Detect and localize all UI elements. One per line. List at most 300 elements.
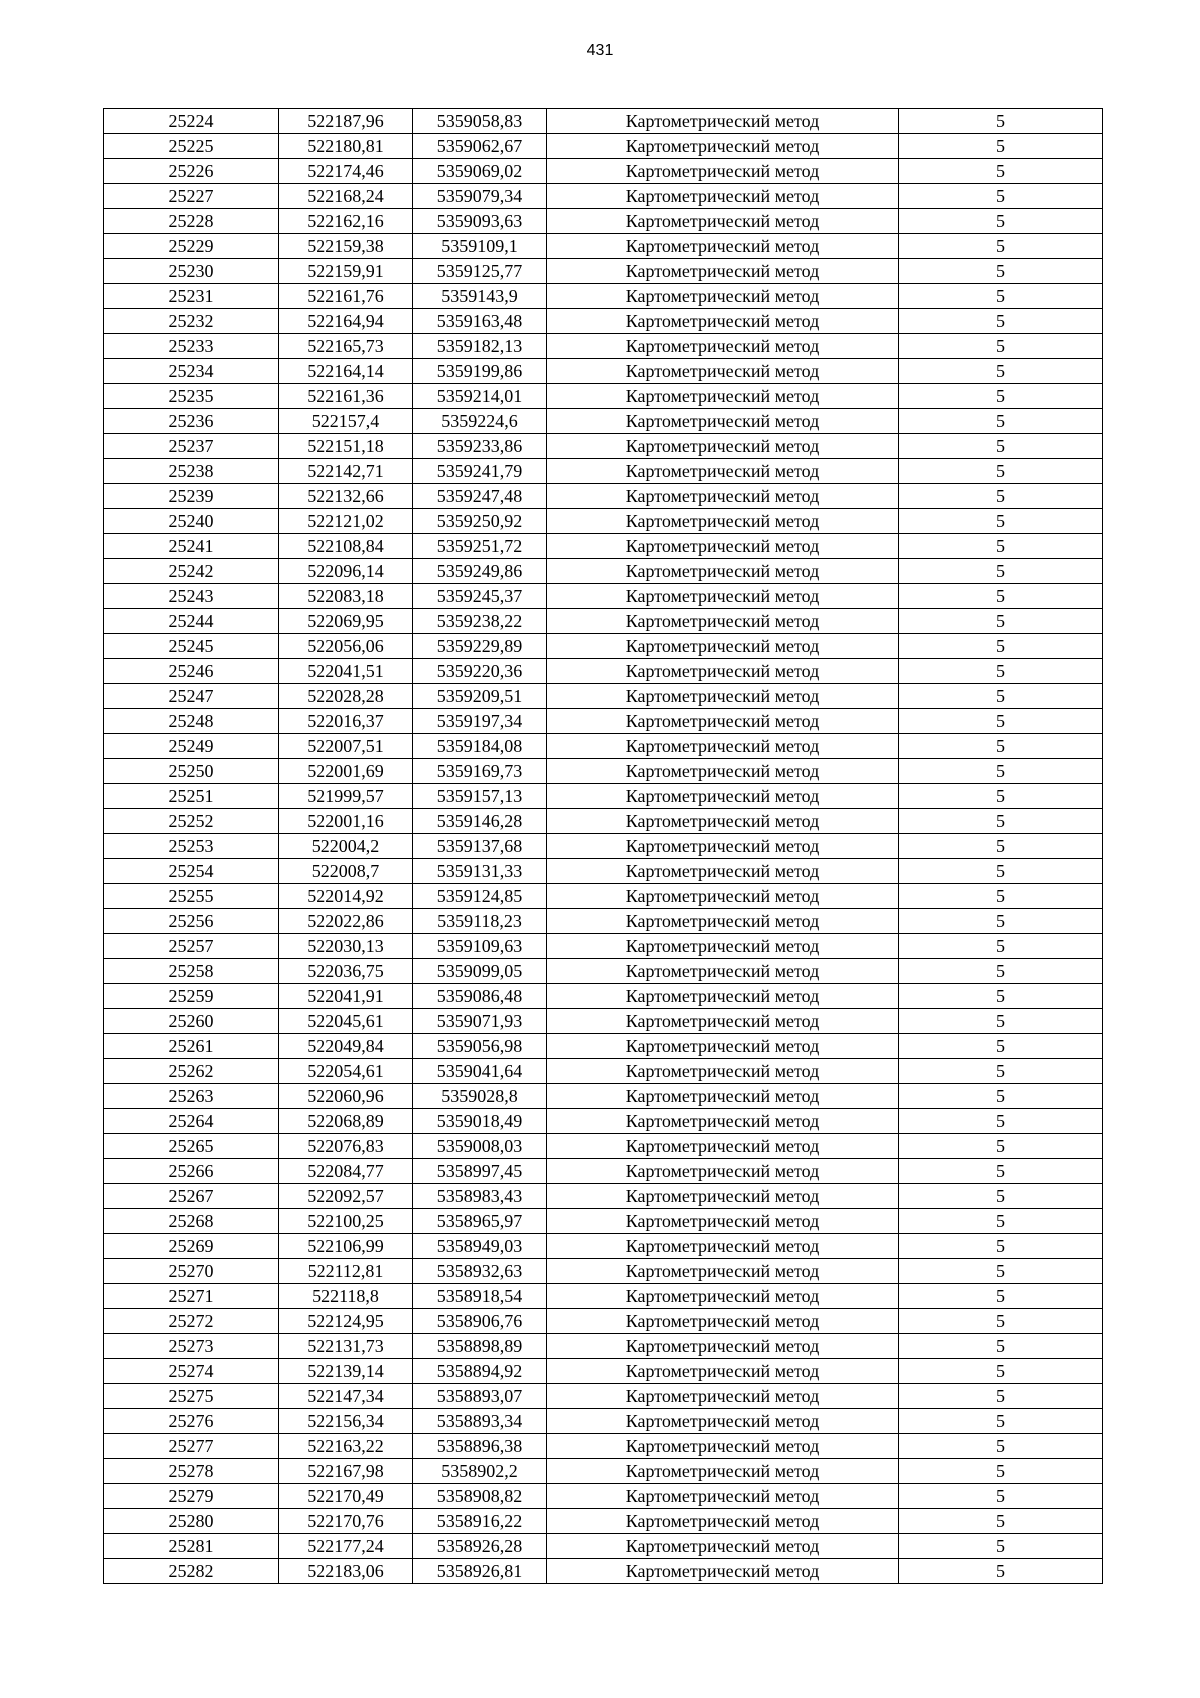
accuracy-cell: 5 xyxy=(899,359,1103,384)
method-cell: Картометрический метод xyxy=(547,1234,899,1259)
y-coordinate-cell: 5358893,07 xyxy=(413,1384,547,1409)
x-coordinate-cell: 522001,69 xyxy=(279,759,413,784)
x-coordinate-cell: 522001,16 xyxy=(279,809,413,834)
method-cell: Картометрический метод xyxy=(547,1084,899,1109)
accuracy-cell: 5 xyxy=(899,834,1103,859)
point-number-cell: 25229 xyxy=(104,234,279,259)
accuracy-cell: 5 xyxy=(899,609,1103,634)
point-number-cell: 25251 xyxy=(104,784,279,809)
x-coordinate-cell: 522014,92 xyxy=(279,884,413,909)
table-row xyxy=(104,609,1103,634)
method-cell: Картометрический метод xyxy=(547,1409,899,1434)
y-coordinate-cell: 5359245,37 xyxy=(413,584,547,609)
x-coordinate-cell: 522041,91 xyxy=(279,984,413,1009)
x-coordinate-cell: 522036,75 xyxy=(279,959,413,984)
method-cell: Картометрический метод xyxy=(547,1059,899,1084)
method-cell: Картометрический метод xyxy=(547,234,899,259)
table-row xyxy=(104,109,1103,134)
accuracy-cell: 5 xyxy=(899,484,1103,509)
y-coordinate-cell: 5359241,79 xyxy=(413,459,547,484)
y-coordinate-cell: 5359199,86 xyxy=(413,359,547,384)
x-coordinate-cell: 522016,37 xyxy=(279,709,413,734)
accuracy-cell: 5 xyxy=(899,634,1103,659)
x-coordinate-cell: 522132,66 xyxy=(279,484,413,509)
x-coordinate-cell: 522163,22 xyxy=(279,1434,413,1459)
point-number-cell: 25231 xyxy=(104,284,279,309)
accuracy-cell: 5 xyxy=(899,1234,1103,1259)
method-cell: Картометрический метод xyxy=(547,1259,899,1284)
point-number-cell: 25271 xyxy=(104,1284,279,1309)
x-coordinate-cell: 522174,46 xyxy=(279,159,413,184)
table-row xyxy=(104,1184,1103,1209)
accuracy-cell: 5 xyxy=(899,1384,1103,1409)
point-number-cell: 25228 xyxy=(104,209,279,234)
method-cell: Картометрический метод xyxy=(547,409,899,434)
point-number-cell: 25245 xyxy=(104,634,279,659)
x-coordinate-cell: 521999,57 xyxy=(279,784,413,809)
table-row xyxy=(104,409,1103,434)
point-number-cell: 25239 xyxy=(104,484,279,509)
x-coordinate-cell: 522157,4 xyxy=(279,409,413,434)
x-coordinate-cell: 522168,24 xyxy=(279,184,413,209)
point-number-cell: 25254 xyxy=(104,859,279,884)
point-number-cell: 25268 xyxy=(104,1209,279,1234)
accuracy-cell: 5 xyxy=(899,1359,1103,1384)
method-cell: Картометрический метод xyxy=(547,534,899,559)
accuracy-cell: 5 xyxy=(899,1559,1103,1584)
accuracy-cell: 5 xyxy=(899,1459,1103,1484)
y-coordinate-cell: 5359125,77 xyxy=(413,259,547,284)
accuracy-cell: 5 xyxy=(899,1134,1103,1159)
method-cell: Картометрический метод xyxy=(547,734,899,759)
table-row xyxy=(104,559,1103,584)
table-row xyxy=(104,284,1103,309)
table-row xyxy=(104,659,1103,684)
table-row xyxy=(104,634,1103,659)
y-coordinate-cell: 5359214,01 xyxy=(413,384,547,409)
accuracy-cell: 5 xyxy=(899,109,1103,134)
x-coordinate-cell: 522159,38 xyxy=(279,234,413,259)
table-row xyxy=(104,909,1103,934)
method-cell: Картометрический метод xyxy=(547,1359,899,1384)
y-coordinate-cell: 5359143,9 xyxy=(413,284,547,309)
y-coordinate-cell: 5359058,83 xyxy=(413,109,547,134)
point-number-cell: 25248 xyxy=(104,709,279,734)
x-coordinate-cell: 522131,73 xyxy=(279,1334,413,1359)
table-row xyxy=(104,1534,1103,1559)
table-row xyxy=(104,459,1103,484)
method-cell: Картометрический метод xyxy=(547,1434,899,1459)
y-coordinate-cell: 5359056,98 xyxy=(413,1034,547,1059)
accuracy-cell: 5 xyxy=(899,1009,1103,1034)
table-row xyxy=(104,1059,1103,1084)
x-coordinate-cell: 522170,76 xyxy=(279,1509,413,1534)
accuracy-cell: 5 xyxy=(899,559,1103,584)
method-cell: Картометрический метод xyxy=(547,859,899,884)
point-number-cell: 25272 xyxy=(104,1309,279,1334)
table-row xyxy=(104,384,1103,409)
accuracy-cell: 5 xyxy=(899,1209,1103,1234)
y-coordinate-cell: 5359251,72 xyxy=(413,534,547,559)
accuracy-cell: 5 xyxy=(899,1409,1103,1434)
accuracy-cell: 5 xyxy=(899,1084,1103,1109)
y-coordinate-cell: 5359008,03 xyxy=(413,1134,547,1159)
method-cell: Картометрический метод xyxy=(547,1459,899,1484)
point-number-cell: 25253 xyxy=(104,834,279,859)
method-cell: Картометрический метод xyxy=(547,1484,899,1509)
table-row xyxy=(104,1434,1103,1459)
point-number-cell: 25279 xyxy=(104,1484,279,1509)
table-row xyxy=(104,434,1103,459)
y-coordinate-cell: 5359197,34 xyxy=(413,709,547,734)
table-row xyxy=(104,684,1103,709)
method-cell: Картометрический метод xyxy=(547,1334,899,1359)
y-coordinate-cell: 5359109,1 xyxy=(413,234,547,259)
y-coordinate-cell: 5358896,38 xyxy=(413,1434,547,1459)
method-cell: Картометрический метод xyxy=(547,384,899,409)
method-cell: Картометрический метод xyxy=(547,1559,899,1584)
y-coordinate-cell: 5359233,86 xyxy=(413,434,547,459)
y-coordinate-cell: 5358902,2 xyxy=(413,1459,547,1484)
accuracy-cell: 5 xyxy=(899,1259,1103,1284)
table-row xyxy=(104,1159,1103,1184)
point-number-cell: 25257 xyxy=(104,934,279,959)
accuracy-cell: 5 xyxy=(899,134,1103,159)
point-number-cell: 25273 xyxy=(104,1334,279,1359)
accuracy-cell: 5 xyxy=(899,809,1103,834)
x-coordinate-cell: 522083,18 xyxy=(279,584,413,609)
point-number-cell: 25263 xyxy=(104,1084,279,1109)
method-cell: Картометрический метод xyxy=(547,134,899,159)
accuracy-cell: 5 xyxy=(899,884,1103,909)
x-coordinate-cell: 522106,99 xyxy=(279,1234,413,1259)
accuracy-cell: 5 xyxy=(899,1434,1103,1459)
y-coordinate-cell: 5358932,63 xyxy=(413,1259,547,1284)
point-number-cell: 25241 xyxy=(104,534,279,559)
point-number-cell: 25249 xyxy=(104,734,279,759)
x-coordinate-cell: 522084,77 xyxy=(279,1159,413,1184)
x-coordinate-cell: 522159,91 xyxy=(279,259,413,284)
method-cell: Картометрический метод xyxy=(547,334,899,359)
table-row xyxy=(104,1309,1103,1334)
accuracy-cell: 5 xyxy=(899,959,1103,984)
table-row xyxy=(104,1459,1103,1484)
point-number-cell: 25282 xyxy=(104,1559,279,1584)
x-coordinate-cell: 522045,61 xyxy=(279,1009,413,1034)
accuracy-cell: 5 xyxy=(899,284,1103,309)
point-number-cell: 25252 xyxy=(104,809,279,834)
method-cell: Картометрический метод xyxy=(547,109,899,134)
method-cell: Картометрический метод xyxy=(547,459,899,484)
table-row xyxy=(104,259,1103,284)
table-row xyxy=(104,509,1103,534)
point-number-cell: 25250 xyxy=(104,759,279,784)
x-coordinate-cell: 522167,98 xyxy=(279,1459,413,1484)
method-cell: Картометрический метод xyxy=(547,1309,899,1334)
x-coordinate-cell: 522118,8 xyxy=(279,1284,413,1309)
method-cell: Картометрический метод xyxy=(547,484,899,509)
accuracy-cell: 5 xyxy=(899,159,1103,184)
coordinates-table xyxy=(103,108,1103,1584)
method-cell: Картометрический метод xyxy=(547,634,899,659)
point-number-cell: 25247 xyxy=(104,684,279,709)
method-cell: Картометрический метод xyxy=(547,959,899,984)
x-coordinate-cell: 522187,96 xyxy=(279,109,413,134)
x-coordinate-cell: 522161,36 xyxy=(279,384,413,409)
table-row xyxy=(104,359,1103,384)
y-coordinate-cell: 5359086,48 xyxy=(413,984,547,1009)
y-coordinate-cell: 5358893,34 xyxy=(413,1409,547,1434)
y-coordinate-cell: 5359069,02 xyxy=(413,159,547,184)
accuracy-cell: 5 xyxy=(899,184,1103,209)
point-number-cell: 25246 xyxy=(104,659,279,684)
point-number-cell: 25258 xyxy=(104,959,279,984)
accuracy-cell: 5 xyxy=(899,509,1103,534)
page-number: 431 xyxy=(586,42,614,59)
point-number-cell: 25235 xyxy=(104,384,279,409)
accuracy-cell: 5 xyxy=(899,734,1103,759)
point-number-cell: 25262 xyxy=(104,1059,279,1084)
accuracy-cell: 5 xyxy=(899,584,1103,609)
method-cell: Картометрический метод xyxy=(547,709,899,734)
table-row xyxy=(104,734,1103,759)
method-cell: Картометрический метод xyxy=(547,809,899,834)
y-coordinate-cell: 5359169,73 xyxy=(413,759,547,784)
accuracy-cell: 5 xyxy=(899,659,1103,684)
x-coordinate-cell: 522049,84 xyxy=(279,1034,413,1059)
method-cell: Картометрический метод xyxy=(547,909,899,934)
table-row xyxy=(104,834,1103,859)
method-cell: Картометрический метод xyxy=(547,884,899,909)
x-coordinate-cell: 522022,86 xyxy=(279,909,413,934)
table-row xyxy=(104,1109,1103,1134)
table-row xyxy=(104,1034,1103,1059)
table-row xyxy=(104,1084,1103,1109)
method-cell: Картометрический метод xyxy=(547,209,899,234)
accuracy-cell: 5 xyxy=(899,1109,1103,1134)
method-cell: Картометрический метод xyxy=(547,509,899,534)
table-row xyxy=(104,234,1103,259)
method-cell: Картометрический метод xyxy=(547,1109,899,1134)
y-coordinate-cell: 5359184,08 xyxy=(413,734,547,759)
y-coordinate-cell: 5359018,49 xyxy=(413,1109,547,1134)
accuracy-cell: 5 xyxy=(899,684,1103,709)
table-row xyxy=(104,984,1103,1009)
x-coordinate-cell: 522139,14 xyxy=(279,1359,413,1384)
point-number-cell: 25238 xyxy=(104,459,279,484)
point-number-cell: 25264 xyxy=(104,1109,279,1134)
x-coordinate-cell: 522156,34 xyxy=(279,1409,413,1434)
table-row xyxy=(104,484,1103,509)
method-cell: Картометрический метод xyxy=(547,1509,899,1534)
method-cell: Картометрический метод xyxy=(547,184,899,209)
y-coordinate-cell: 5358965,97 xyxy=(413,1209,547,1234)
point-number-cell: 25225 xyxy=(104,134,279,159)
point-number-cell: 25260 xyxy=(104,1009,279,1034)
accuracy-cell: 5 xyxy=(899,859,1103,884)
accuracy-cell: 5 xyxy=(899,384,1103,409)
x-coordinate-cell: 522028,28 xyxy=(279,684,413,709)
accuracy-cell: 5 xyxy=(899,209,1103,234)
y-coordinate-cell: 5358908,82 xyxy=(413,1484,547,1509)
method-cell: Картометрический метод xyxy=(547,834,899,859)
y-coordinate-cell: 5358894,92 xyxy=(413,1359,547,1384)
method-cell: Картометрический метод xyxy=(547,984,899,1009)
x-coordinate-cell: 522100,25 xyxy=(279,1209,413,1234)
accuracy-cell: 5 xyxy=(899,984,1103,1009)
point-number-cell: 25269 xyxy=(104,1234,279,1259)
x-coordinate-cell: 522092,57 xyxy=(279,1184,413,1209)
accuracy-cell: 5 xyxy=(899,759,1103,784)
point-number-cell: 25281 xyxy=(104,1534,279,1559)
point-number-cell: 25256 xyxy=(104,909,279,934)
x-coordinate-cell: 522121,02 xyxy=(279,509,413,534)
x-coordinate-cell: 522069,95 xyxy=(279,609,413,634)
point-number-cell: 25255 xyxy=(104,884,279,909)
accuracy-cell: 5 xyxy=(899,1534,1103,1559)
x-coordinate-cell: 522177,24 xyxy=(279,1534,413,1559)
table-row xyxy=(104,859,1103,884)
point-number-cell: 25277 xyxy=(104,1434,279,1459)
table-row xyxy=(104,1259,1103,1284)
method-cell: Картометрический метод xyxy=(547,159,899,184)
table-row xyxy=(104,309,1103,334)
table-row xyxy=(104,1009,1103,1034)
accuracy-cell: 5 xyxy=(899,259,1103,284)
x-coordinate-cell: 522060,96 xyxy=(279,1084,413,1109)
point-number-cell: 25240 xyxy=(104,509,279,534)
point-number-cell: 25242 xyxy=(104,559,279,584)
table-row xyxy=(104,1209,1103,1234)
y-coordinate-cell: 5359220,36 xyxy=(413,659,547,684)
y-coordinate-cell: 5358898,89 xyxy=(413,1334,547,1359)
point-number-cell: 25261 xyxy=(104,1034,279,1059)
point-number-cell: 25275 xyxy=(104,1384,279,1409)
table-row xyxy=(104,759,1103,784)
x-coordinate-cell: 522007,51 xyxy=(279,734,413,759)
point-number-cell: 25243 xyxy=(104,584,279,609)
accuracy-cell: 5 xyxy=(899,1509,1103,1534)
x-coordinate-cell: 522164,94 xyxy=(279,309,413,334)
table-row xyxy=(104,709,1103,734)
method-cell: Картометрический метод xyxy=(547,584,899,609)
x-coordinate-cell: 522076,83 xyxy=(279,1134,413,1159)
method-cell: Картометрический метод xyxy=(547,659,899,684)
x-coordinate-cell: 522151,18 xyxy=(279,434,413,459)
x-coordinate-cell: 522124,95 xyxy=(279,1309,413,1334)
point-number-cell: 25236 xyxy=(104,409,279,434)
x-coordinate-cell: 522041,51 xyxy=(279,659,413,684)
method-cell: Картометрический метод xyxy=(547,1159,899,1184)
x-coordinate-cell: 522004,2 xyxy=(279,834,413,859)
accuracy-cell: 5 xyxy=(899,434,1103,459)
point-number-cell: 25274 xyxy=(104,1359,279,1384)
accuracy-cell: 5 xyxy=(899,1159,1103,1184)
table-row xyxy=(104,1509,1103,1534)
table-row xyxy=(104,1359,1103,1384)
y-coordinate-cell: 5358918,54 xyxy=(413,1284,547,1309)
point-number-cell: 25280 xyxy=(104,1509,279,1534)
y-coordinate-cell: 5359157,13 xyxy=(413,784,547,809)
point-number-cell: 25224 xyxy=(104,109,279,134)
x-coordinate-cell: 522180,81 xyxy=(279,134,413,159)
x-coordinate-cell: 522170,49 xyxy=(279,1484,413,1509)
method-cell: Картометрический метод xyxy=(547,1134,899,1159)
table-row xyxy=(104,1384,1103,1409)
y-coordinate-cell: 5359028,8 xyxy=(413,1084,547,1109)
point-number-cell: 25270 xyxy=(104,1259,279,1284)
y-coordinate-cell: 5359209,51 xyxy=(413,684,547,709)
point-number-cell: 25265 xyxy=(104,1134,279,1159)
x-coordinate-cell: 522161,76 xyxy=(279,284,413,309)
method-cell: Картометрический метод xyxy=(547,1184,899,1209)
y-coordinate-cell: 5359041,64 xyxy=(413,1059,547,1084)
accuracy-cell: 5 xyxy=(899,534,1103,559)
y-coordinate-cell: 5358926,81 xyxy=(413,1559,547,1584)
accuracy-cell: 5 xyxy=(899,784,1103,809)
point-number-cell: 25266 xyxy=(104,1159,279,1184)
method-cell: Картометрический метод xyxy=(547,259,899,284)
y-coordinate-cell: 5359249,86 xyxy=(413,559,547,584)
table-row xyxy=(104,159,1103,184)
table-row xyxy=(104,959,1103,984)
y-coordinate-cell: 5359247,48 xyxy=(413,484,547,509)
method-cell: Картометрический метод xyxy=(547,934,899,959)
y-coordinate-cell: 5359131,33 xyxy=(413,859,547,884)
table-row xyxy=(104,1559,1103,1584)
method-cell: Картометрический метод xyxy=(547,759,899,784)
x-coordinate-cell: 522165,73 xyxy=(279,334,413,359)
point-number-cell: 25233 xyxy=(104,334,279,359)
x-coordinate-cell: 522147,34 xyxy=(279,1384,413,1409)
accuracy-cell: 5 xyxy=(899,1309,1103,1334)
y-coordinate-cell: 5359229,89 xyxy=(413,634,547,659)
accuracy-cell: 5 xyxy=(899,459,1103,484)
table-row xyxy=(104,1484,1103,1509)
y-coordinate-cell: 5359238,22 xyxy=(413,609,547,634)
y-coordinate-cell: 5358906,76 xyxy=(413,1309,547,1334)
x-coordinate-cell: 522183,06 xyxy=(279,1559,413,1584)
y-coordinate-cell: 5359182,13 xyxy=(413,334,547,359)
accuracy-cell: 5 xyxy=(899,709,1103,734)
y-coordinate-cell: 5359137,68 xyxy=(413,834,547,859)
point-number-cell: 25237 xyxy=(104,434,279,459)
x-coordinate-cell: 522030,13 xyxy=(279,934,413,959)
y-coordinate-cell: 5359079,34 xyxy=(413,184,547,209)
y-coordinate-cell: 5359118,23 xyxy=(413,909,547,934)
table-row xyxy=(104,584,1103,609)
point-number-cell: 25259 xyxy=(104,984,279,1009)
point-number-cell: 25226 xyxy=(104,159,279,184)
method-cell: Картометрический метод xyxy=(547,1034,899,1059)
y-coordinate-cell: 5359109,63 xyxy=(413,934,547,959)
table-row xyxy=(104,209,1103,234)
table-row xyxy=(104,884,1103,909)
y-coordinate-cell: 5359124,85 xyxy=(413,884,547,909)
table-row xyxy=(104,1334,1103,1359)
accuracy-cell: 5 xyxy=(899,409,1103,434)
accuracy-cell: 5 xyxy=(899,1484,1103,1509)
method-cell: Картометрический метод xyxy=(547,1384,899,1409)
method-cell: Картометрический метод xyxy=(547,609,899,634)
point-number-cell: 25278 xyxy=(104,1459,279,1484)
method-cell: Картометрический метод xyxy=(547,1209,899,1234)
accuracy-cell: 5 xyxy=(899,334,1103,359)
y-coordinate-cell: 5359093,63 xyxy=(413,209,547,234)
table-row xyxy=(104,1284,1103,1309)
method-cell: Картометрический метод xyxy=(547,684,899,709)
method-cell: Картометрический метод xyxy=(547,434,899,459)
